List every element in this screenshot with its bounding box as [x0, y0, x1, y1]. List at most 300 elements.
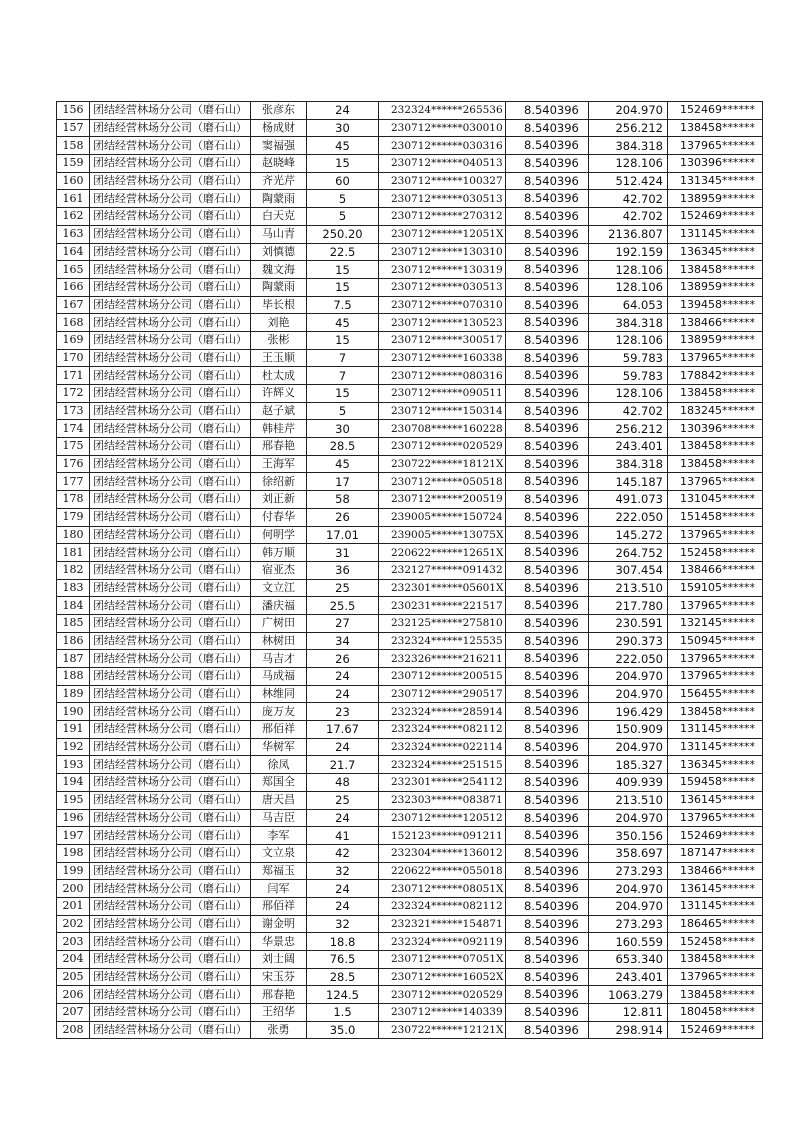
table-row — [57, 632, 763, 650]
amount-cell: 1063.279 — [589, 986, 668, 1004]
area-cell: 26 — [307, 508, 379, 526]
unit-cell: 团结经营林场分公司（磨石山） — [90, 827, 251, 845]
amount-cell: 243.401 — [589, 968, 668, 986]
unit-cell: 团结经营林场分公司（磨石山） — [90, 402, 251, 420]
table-row — [57, 685, 763, 703]
row-number-cell: 160 — [57, 172, 90, 190]
amount-cell: 222.050 — [589, 650, 668, 668]
area-cell: 15 — [307, 261, 379, 279]
amount-cell: 222.050 — [589, 508, 668, 526]
unit-cell: 团结经营林场分公司（磨石山） — [90, 208, 251, 226]
unit-cell: 团结经营林场分公司（磨石山） — [90, 685, 251, 703]
unit-cell: 团结经营林场分公司（磨石山） — [90, 933, 251, 951]
amount-cell: 42.702 — [589, 402, 668, 420]
id-number-cell: 232301******254112 — [379, 774, 506, 792]
id-number-cell: 230712******140339 — [379, 1004, 506, 1022]
id-number-cell: 230712******050518 — [379, 473, 506, 491]
row-number-cell: 182 — [57, 561, 90, 579]
phone-cell: 130396****** — [668, 420, 763, 438]
id-number-cell: 230712******200515 — [379, 668, 506, 686]
rate-cell: 8.540396 — [506, 155, 589, 173]
amount-cell: 12.811 — [589, 1004, 668, 1022]
id-number-cell: 230712******130523 — [379, 314, 506, 332]
rate-cell: 8.540396 — [506, 844, 589, 862]
table-row — [57, 809, 763, 827]
phone-cell: 137965****** — [668, 473, 763, 491]
id-number-cell: 230712******100327 — [379, 172, 506, 190]
amount-cell: 150.909 — [589, 721, 668, 739]
amount-cell: 409.939 — [589, 774, 668, 792]
table-body — [57, 102, 763, 1039]
area-cell: 45 — [307, 455, 379, 473]
row-number-cell: 203 — [57, 933, 90, 951]
amount-cell: 384.318 — [589, 455, 668, 473]
area-cell: 31 — [307, 544, 379, 562]
unit-cell: 团结经营林场分公司（磨石山） — [90, 172, 251, 190]
rate-cell: 8.540396 — [506, 791, 589, 809]
row-number-cell: 206 — [57, 986, 90, 1004]
amount-cell: 59.783 — [589, 367, 668, 385]
area-cell: 32 — [307, 862, 379, 880]
rate-cell: 8.540396 — [506, 1021, 589, 1039]
row-number-cell: 185 — [57, 614, 90, 632]
name-cell: 杨成财 — [251, 119, 307, 137]
rate-cell: 8.540396 — [506, 402, 589, 420]
rate-cell: 8.540396 — [506, 208, 589, 226]
name-cell: 林维同 — [251, 685, 307, 703]
name-cell: 刘正新 — [251, 491, 307, 509]
row-number-cell: 195 — [57, 791, 90, 809]
area-cell: 24 — [307, 668, 379, 686]
area-cell: 21.7 — [307, 756, 379, 774]
amount-cell: 256.212 — [589, 119, 668, 137]
name-cell: 邢春艳 — [251, 438, 307, 456]
row-number-cell: 199 — [57, 862, 90, 880]
name-cell: 毕长根 — [251, 296, 307, 314]
row-number-cell: 168 — [57, 314, 90, 332]
unit-cell: 团结经营林场分公司（磨石山） — [90, 367, 251, 385]
row-number-cell: 183 — [57, 579, 90, 597]
id-number-cell: 230722******12121X — [379, 1021, 506, 1039]
amount-cell: 128.106 — [589, 261, 668, 279]
table-row — [57, 119, 763, 137]
phone-cell: 131145****** — [668, 897, 763, 915]
area-cell: 23 — [307, 703, 379, 721]
area-cell: 24 — [307, 809, 379, 827]
row-number-cell: 181 — [57, 544, 90, 562]
row-number-cell: 202 — [57, 915, 90, 933]
area-cell: 60 — [307, 172, 379, 190]
table-row — [57, 296, 763, 314]
rate-cell: 8.540396 — [506, 721, 589, 739]
table-row — [57, 986, 763, 1004]
id-number-cell: 230712******07051X — [379, 951, 506, 969]
unit-cell: 团结经营林场分公司（磨石山） — [90, 526, 251, 544]
table-row — [57, 473, 763, 491]
amount-cell: 290.373 — [589, 632, 668, 650]
name-cell: 徐绍新 — [251, 473, 307, 491]
name-cell: 文立泉 — [251, 844, 307, 862]
id-number-cell: 232324******092119 — [379, 933, 506, 951]
row-number-cell: 169 — [57, 331, 90, 349]
row-number-cell: 162 — [57, 208, 90, 226]
unit-cell: 团结经营林场分公司（磨石山） — [90, 1004, 251, 1022]
table-row — [57, 827, 763, 845]
table-row — [57, 933, 763, 951]
row-number-cell: 196 — [57, 809, 90, 827]
name-cell: 谢金明 — [251, 915, 307, 933]
amount-cell: 217.780 — [589, 597, 668, 615]
area-cell: 124.5 — [307, 986, 379, 1004]
row-number-cell: 190 — [57, 703, 90, 721]
row-number-cell: 194 — [57, 774, 90, 792]
area-cell: 17.01 — [307, 526, 379, 544]
area-cell: 41 — [307, 827, 379, 845]
unit-cell: 团结经营林场分公司（磨石山） — [90, 137, 251, 155]
id-number-cell: 230708******160228 — [379, 420, 506, 438]
name-cell: 郑国全 — [251, 774, 307, 792]
area-cell: 27 — [307, 614, 379, 632]
phone-cell: 152469****** — [668, 1021, 763, 1039]
rate-cell: 8.540396 — [506, 331, 589, 349]
phone-cell: 137965****** — [668, 668, 763, 686]
id-number-cell: 230712******160338 — [379, 349, 506, 367]
unit-cell: 团结经营林场分公司（磨石山） — [90, 1021, 251, 1039]
area-cell: 35.0 — [307, 1021, 379, 1039]
id-number-cell: 230712******150314 — [379, 402, 506, 420]
phone-cell: 156455****** — [668, 685, 763, 703]
row-number-cell: 188 — [57, 668, 90, 686]
phone-cell: 131045****** — [668, 491, 763, 509]
area-cell: 5 — [307, 190, 379, 208]
unit-cell: 团结经营林场分公司（磨石山） — [90, 579, 251, 597]
unit-cell: 团结经营林场分公司（磨石山） — [90, 455, 251, 473]
area-cell: 7.5 — [307, 296, 379, 314]
table-row — [57, 225, 763, 243]
name-cell: 马吉才 — [251, 650, 307, 668]
phone-cell: 137965****** — [668, 526, 763, 544]
unit-cell: 团结经营林场分公司（磨石山） — [90, 331, 251, 349]
phone-cell: 136345****** — [668, 243, 763, 261]
name-cell: 刘士阔 — [251, 951, 307, 969]
name-cell: 王玉顺 — [251, 349, 307, 367]
amount-cell: 273.293 — [589, 862, 668, 880]
rate-cell: 8.540396 — [506, 827, 589, 845]
phone-cell: 138466****** — [668, 862, 763, 880]
amount-cell: 145.272 — [589, 526, 668, 544]
unit-cell: 团结经营林场分公司（磨石山） — [90, 774, 251, 792]
id-number-cell: 230712******16052X — [379, 968, 506, 986]
area-cell: 28.5 — [307, 968, 379, 986]
phone-cell: 138458****** — [668, 703, 763, 721]
area-cell: 24 — [307, 102, 379, 120]
area-cell: 7 — [307, 367, 379, 385]
unit-cell: 团结经营林场分公司（磨石山） — [90, 632, 251, 650]
row-number-cell: 191 — [57, 721, 90, 739]
rate-cell: 8.540396 — [506, 225, 589, 243]
id-number-cell: 230712******090511 — [379, 385, 506, 403]
table-row — [57, 278, 763, 296]
amount-cell: 42.702 — [589, 208, 668, 226]
name-cell: 马成福 — [251, 668, 307, 686]
phone-cell: 138458****** — [668, 119, 763, 137]
phone-cell: 152469****** — [668, 208, 763, 226]
rate-cell: 8.540396 — [506, 579, 589, 597]
row-number-cell: 159 — [57, 155, 90, 173]
name-cell: 邢春艳 — [251, 986, 307, 1004]
rate-cell: 8.540396 — [506, 278, 589, 296]
rate-cell: 8.540396 — [506, 526, 589, 544]
id-number-cell: 239005******150724 — [379, 508, 506, 526]
rate-cell: 8.540396 — [506, 668, 589, 686]
name-cell: 陶蒙雨 — [251, 190, 307, 208]
unit-cell: 团结经营林场分公司（磨石山） — [90, 155, 251, 173]
id-number-cell: 232321******154871 — [379, 915, 506, 933]
phone-cell: 136145****** — [668, 791, 763, 809]
amount-cell: 185.327 — [589, 756, 668, 774]
amount-cell: 204.970 — [589, 809, 668, 827]
rate-cell: 8.540396 — [506, 1004, 589, 1022]
phone-cell: 183245****** — [668, 402, 763, 420]
table-row — [57, 420, 763, 438]
unit-cell: 团结经营林场分公司（磨石山） — [90, 243, 251, 261]
phone-cell: 131145****** — [668, 738, 763, 756]
rate-cell: 8.540396 — [506, 933, 589, 951]
id-number-cell: 232324******082112 — [379, 897, 506, 915]
table-row — [57, 349, 763, 367]
amount-cell: 243.401 — [589, 438, 668, 456]
phone-cell: 136145****** — [668, 880, 763, 898]
rate-cell: 8.540396 — [506, 367, 589, 385]
amount-cell: 128.106 — [589, 278, 668, 296]
id-number-cell: 230712******12051X — [379, 225, 506, 243]
row-number-cell: 175 — [57, 438, 90, 456]
phone-cell: 138458****** — [668, 455, 763, 473]
id-number-cell: 239005******13075X — [379, 526, 506, 544]
unit-cell: 团结经营林场分公司（磨石山） — [90, 986, 251, 1004]
table-row — [57, 385, 763, 403]
amount-cell: 204.970 — [589, 738, 668, 756]
row-number-cell: 178 — [57, 491, 90, 509]
phone-cell: 137965****** — [668, 137, 763, 155]
unit-cell: 团结经营林场分公司（磨石山） — [90, 809, 251, 827]
rate-cell: 8.540396 — [506, 473, 589, 491]
row-number-cell: 173 — [57, 402, 90, 420]
table-row — [57, 208, 763, 226]
table-row — [57, 703, 763, 721]
amount-cell: 512.424 — [589, 172, 668, 190]
area-cell: 28.5 — [307, 438, 379, 456]
rate-cell: 8.540396 — [506, 597, 589, 615]
phone-cell: 131345****** — [668, 172, 763, 190]
table-row — [57, 668, 763, 686]
row-number-cell: 170 — [57, 349, 90, 367]
table-row — [57, 774, 763, 792]
row-number-cell: 165 — [57, 261, 90, 279]
phone-cell: 139458****** — [668, 296, 763, 314]
name-cell: 赵晓峰 — [251, 155, 307, 173]
area-cell: 15 — [307, 155, 379, 173]
row-number-cell: 167 — [57, 296, 90, 314]
amount-cell: 384.318 — [589, 314, 668, 332]
phone-cell: 138458****** — [668, 438, 763, 456]
id-number-cell: 230712******130310 — [379, 243, 506, 261]
unit-cell: 团结经营林场分公司（磨石山） — [90, 756, 251, 774]
name-cell: 杜太成 — [251, 367, 307, 385]
name-cell: 张彦东 — [251, 102, 307, 120]
table-row — [57, 897, 763, 915]
area-cell: 5 — [307, 402, 379, 420]
rate-cell: 8.540396 — [506, 986, 589, 1004]
row-number-cell: 157 — [57, 119, 90, 137]
name-cell: 宋玉芬 — [251, 968, 307, 986]
name-cell: 张勇 — [251, 1021, 307, 1039]
table-row — [57, 968, 763, 986]
row-number-cell: 193 — [57, 756, 90, 774]
area-cell: 5 — [307, 208, 379, 226]
table-row — [57, 331, 763, 349]
rate-cell: 8.540396 — [506, 544, 589, 562]
row-number-cell: 186 — [57, 632, 90, 650]
name-cell: 张彬 — [251, 331, 307, 349]
area-cell: 24 — [307, 738, 379, 756]
name-cell: 李军 — [251, 827, 307, 845]
unit-cell: 团结经营林场分公司（磨石山） — [90, 844, 251, 862]
rate-cell: 8.540396 — [506, 438, 589, 456]
area-cell: 45 — [307, 137, 379, 155]
phone-cell: 130396****** — [668, 155, 763, 173]
phone-cell: 159458****** — [668, 774, 763, 792]
phone-cell: 137965****** — [668, 968, 763, 986]
id-number-cell: 232324******265536 — [379, 102, 506, 120]
phone-cell: 159105****** — [668, 579, 763, 597]
amount-cell: 128.106 — [589, 155, 668, 173]
unit-cell: 团结经营林场分公司（磨石山） — [90, 897, 251, 915]
row-number-cell: 179 — [57, 508, 90, 526]
unit-cell: 团结经营林场分公司（磨石山） — [90, 314, 251, 332]
name-cell: 林树田 — [251, 632, 307, 650]
id-number-cell: 220622******055018 — [379, 862, 506, 880]
name-cell: 何明学 — [251, 526, 307, 544]
id-number-cell: 232324******285914 — [379, 703, 506, 721]
id-number-cell: 230712******08051X — [379, 880, 506, 898]
phone-cell: 138458****** — [668, 986, 763, 1004]
id-number-cell: 230712******040513 — [379, 155, 506, 173]
area-cell: 36 — [307, 561, 379, 579]
unit-cell: 团结经营林场分公司（磨石山） — [90, 650, 251, 668]
id-number-cell: 232303******083871 — [379, 791, 506, 809]
area-cell: 48 — [307, 774, 379, 792]
amount-cell: 213.510 — [589, 791, 668, 809]
row-number-cell: 158 — [57, 137, 90, 155]
phone-cell: 138959****** — [668, 331, 763, 349]
amount-cell: 64.053 — [589, 296, 668, 314]
name-cell: 徐凤 — [251, 756, 307, 774]
rate-cell: 8.540396 — [506, 243, 589, 261]
rate-cell: 8.540396 — [506, 190, 589, 208]
table-row — [57, 951, 763, 969]
name-cell: 潘庆福 — [251, 597, 307, 615]
area-cell: 58 — [307, 491, 379, 509]
table-row — [57, 172, 763, 190]
table-row — [57, 614, 763, 632]
row-number-cell: 201 — [57, 897, 90, 915]
unit-cell: 团结经营林场分公司（磨石山） — [90, 385, 251, 403]
phone-cell: 152458****** — [668, 544, 763, 562]
row-number-cell: 197 — [57, 827, 90, 845]
table-row — [57, 455, 763, 473]
phone-cell: 137965****** — [668, 650, 763, 668]
unit-cell: 团结经营林场分公司（磨石山） — [90, 544, 251, 562]
id-number-cell: 230712******120512 — [379, 809, 506, 827]
amount-cell: 213.510 — [589, 579, 668, 597]
rate-cell: 8.540396 — [506, 491, 589, 509]
name-cell: 邢佰祥 — [251, 897, 307, 915]
id-number-cell: 230722******18121X — [379, 455, 506, 473]
table-row — [57, 491, 763, 509]
table-row — [57, 597, 763, 615]
row-number-cell: 189 — [57, 685, 90, 703]
rate-cell: 8.540396 — [506, 561, 589, 579]
rate-cell: 8.540396 — [506, 261, 589, 279]
table-row — [57, 880, 763, 898]
rate-cell: 8.540396 — [506, 703, 589, 721]
area-cell: 18.8 — [307, 933, 379, 951]
amount-cell: 204.970 — [589, 685, 668, 703]
name-cell: 窦福强 — [251, 137, 307, 155]
phone-cell: 180458****** — [668, 1004, 763, 1022]
phone-cell: 152469****** — [668, 102, 763, 120]
unit-cell: 团结经营林场分公司（磨石山） — [90, 738, 251, 756]
row-number-cell: 184 — [57, 597, 90, 615]
amount-cell: 273.293 — [589, 915, 668, 933]
rate-cell: 8.540396 — [506, 951, 589, 969]
name-cell: 广树田 — [251, 614, 307, 632]
id-number-cell: 230712******290517 — [379, 685, 506, 703]
amount-cell: 145.187 — [589, 473, 668, 491]
id-number-cell: 230712******200519 — [379, 491, 506, 509]
phone-cell: 137965****** — [668, 809, 763, 827]
unit-cell: 团结经营林场分公司（磨石山） — [90, 668, 251, 686]
phone-cell: 152458****** — [668, 933, 763, 951]
rate-cell: 8.540396 — [506, 314, 589, 332]
phone-cell: 151458****** — [668, 508, 763, 526]
name-cell: 华树军 — [251, 738, 307, 756]
amount-cell: 307.454 — [589, 561, 668, 579]
row-number-cell: 164 — [57, 243, 90, 261]
table-row — [57, 756, 763, 774]
rate-cell: 8.540396 — [506, 385, 589, 403]
id-number-cell: 230712******020529 — [379, 438, 506, 456]
id-number-cell: 230712******030513 — [379, 190, 506, 208]
table-row — [57, 1021, 763, 1039]
phone-cell: 186465****** — [668, 915, 763, 933]
name-cell: 付春华 — [251, 508, 307, 526]
rate-cell: 8.540396 — [506, 809, 589, 827]
table-row — [57, 367, 763, 385]
table-row — [57, 862, 763, 880]
row-number-cell: 171 — [57, 367, 90, 385]
name-cell: 韩桂芹 — [251, 420, 307, 438]
phone-cell: 138458****** — [668, 951, 763, 969]
id-number-cell: 232324******022114 — [379, 738, 506, 756]
table-row — [57, 438, 763, 456]
name-cell: 齐光芹 — [251, 172, 307, 190]
id-number-cell: 230712******300517 — [379, 331, 506, 349]
area-cell: 1.5 — [307, 1004, 379, 1022]
phone-cell: 138458****** — [668, 385, 763, 403]
name-cell: 赵子斌 — [251, 402, 307, 420]
